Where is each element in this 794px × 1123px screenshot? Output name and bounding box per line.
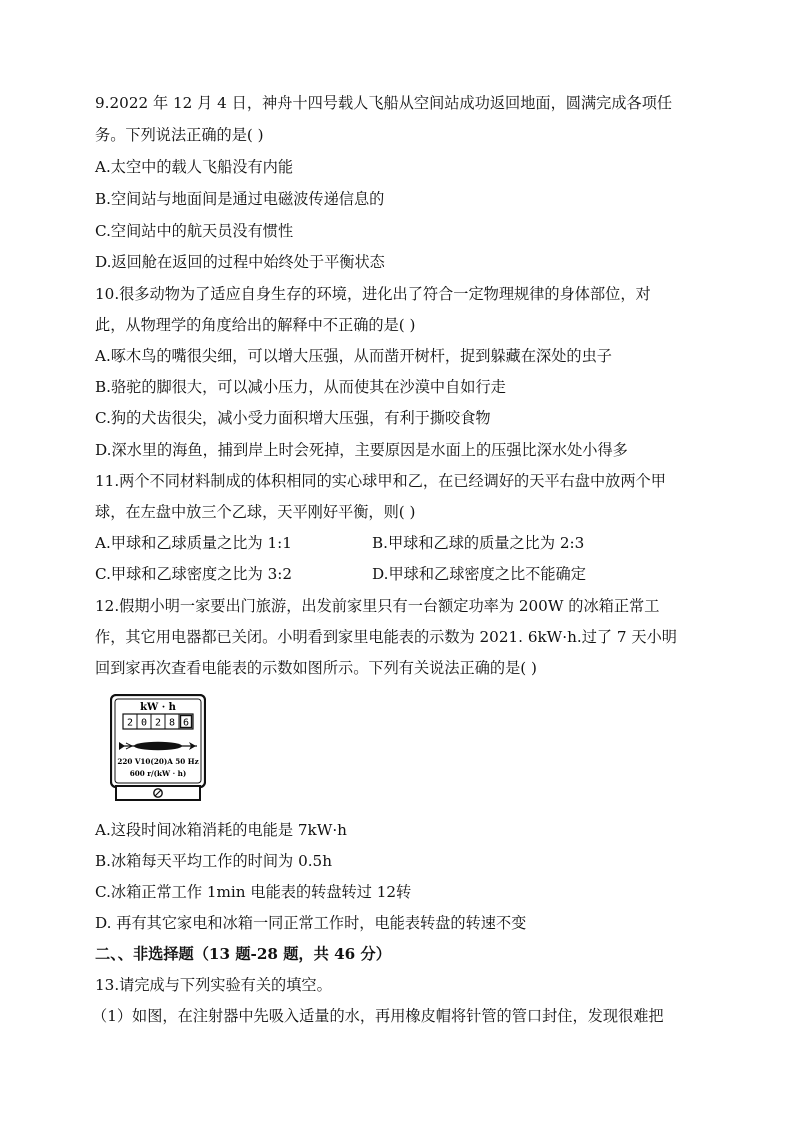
q11-option-a: A.甲球和乙球质量之比为 1:1 <box>95 534 292 552</box>
meter-decimal-digit: 6 <box>182 717 190 729</box>
q12-stem-line3: 回到家再次查看电能表的示数如图所示。下列有关说法正确的是( ) <box>95 659 537 677</box>
section2-heading: 二、、非选择题（13 题-28 题，共 46 分） <box>95 945 391 963</box>
q9-stem-line1: 9.2022 年 12 月 4 日，神舟十四号载人飞船从空间站成功返回地面，圆满完成各项任 <box>95 94 673 112</box>
q11-option-d: D.甲球和乙球密度之比不能确定 <box>372 565 586 583</box>
q11-option-b: B.甲球和乙球的质量之比为 2:3 <box>372 534 585 552</box>
q12-option-d: D. 再有其它家电和冰箱一同正常工作时，电能表转盘的转速不变 <box>95 914 527 932</box>
meter-digit-2: 0 <box>140 717 148 729</box>
q12-stem-line1: 12.假期小明一家要出门旅游，出发前家里只有一台额定功率为 200W 的冰箱正常工 <box>95 597 660 615</box>
q9-option-b: B.空间站与地面间是通过电磁波传递信息的 <box>95 190 385 208</box>
q9-option-d: D.返回舱在返回的过程中始终处于平衡状态 <box>95 253 385 271</box>
meter-spec-line2: 600 r/(kW · h) <box>129 769 187 778</box>
q11-stem-line1: 11.两个不同材料制成的体积相同的实心球甲和乙，在已经调好的天平右盘中放两个甲 <box>95 472 666 490</box>
meter-unit-label: kW · h <box>140 702 176 713</box>
q12-option-a: A.这段时间冰箱消耗的电能是 7kW·h <box>95 821 347 839</box>
q10-option-c: C.狗的犬齿很尖，减小受力面积增大压强，有利于撕咬食物 <box>95 409 491 427</box>
q10-option-a: A.啄木鸟的嘴很尖细，可以增大压强，从而凿开树杆，捉到躲藏在深处的虫子 <box>95 347 612 365</box>
meter-spec-line1: 220 V10(20)A 50 Hz <box>117 757 199 766</box>
q11-option-c: C.甲球和乙球密度之比为 3:2 <box>95 565 293 583</box>
meter-digit-4: 8 <box>168 717 176 729</box>
q13-stem: 13.请完成与下列实验有关的填空。 <box>95 976 332 994</box>
meter-disc <box>134 742 182 750</box>
q9-stem-line2: 务。下列说法正确的是( ) <box>95 126 264 144</box>
q10-stem-line2: 此，从物理学的角度给出的解释中不正确的是( ) <box>95 316 416 334</box>
q10-option-b: B.骆驼的脚很大，可以减小压力，从而使其在沙漠中自如行走 <box>95 378 506 396</box>
q9-option-a: A.太空中的载人飞船没有内能 <box>95 158 294 176</box>
q11-stem-line2: 球，在左盘中放三个乙球，天平刚好平衡，则( ) <box>95 503 416 521</box>
q10-option-d: D.深水里的海鱼，捕到岸上时会死掉，主要原因是水面上的压强比深水处小得多 <box>95 441 628 459</box>
q10-stem-line1: 10.很多动物为了适应自身生存的环境，进化出了符合一定物理规律的身体部位，对 <box>95 285 651 303</box>
q12-option-b: B.冰箱每天平均工作的时间为 0.5h <box>95 852 333 870</box>
q13-part1: （1）如图，在注射器中先吸入适量的水，再用橡皮帽将针管的管口封住，发现很难把 <box>92 1007 664 1025</box>
q9-option-c: C.空间站中的航天员没有惯性 <box>95 222 294 240</box>
q12-option-c: C.冰箱正常工作 1min 电能表的转盘转过 12转 <box>95 883 412 901</box>
meter-digit-1: 2 <box>126 717 134 729</box>
electric-meter-figure <box>110 694 206 802</box>
q12-stem-line2: 作，其它用电器都已关闭。小明看到家里电能表的示数为 2021. 6kW·h.过了 7 天小明 <box>95 628 677 646</box>
meter-digit-3: 2 <box>154 717 162 729</box>
